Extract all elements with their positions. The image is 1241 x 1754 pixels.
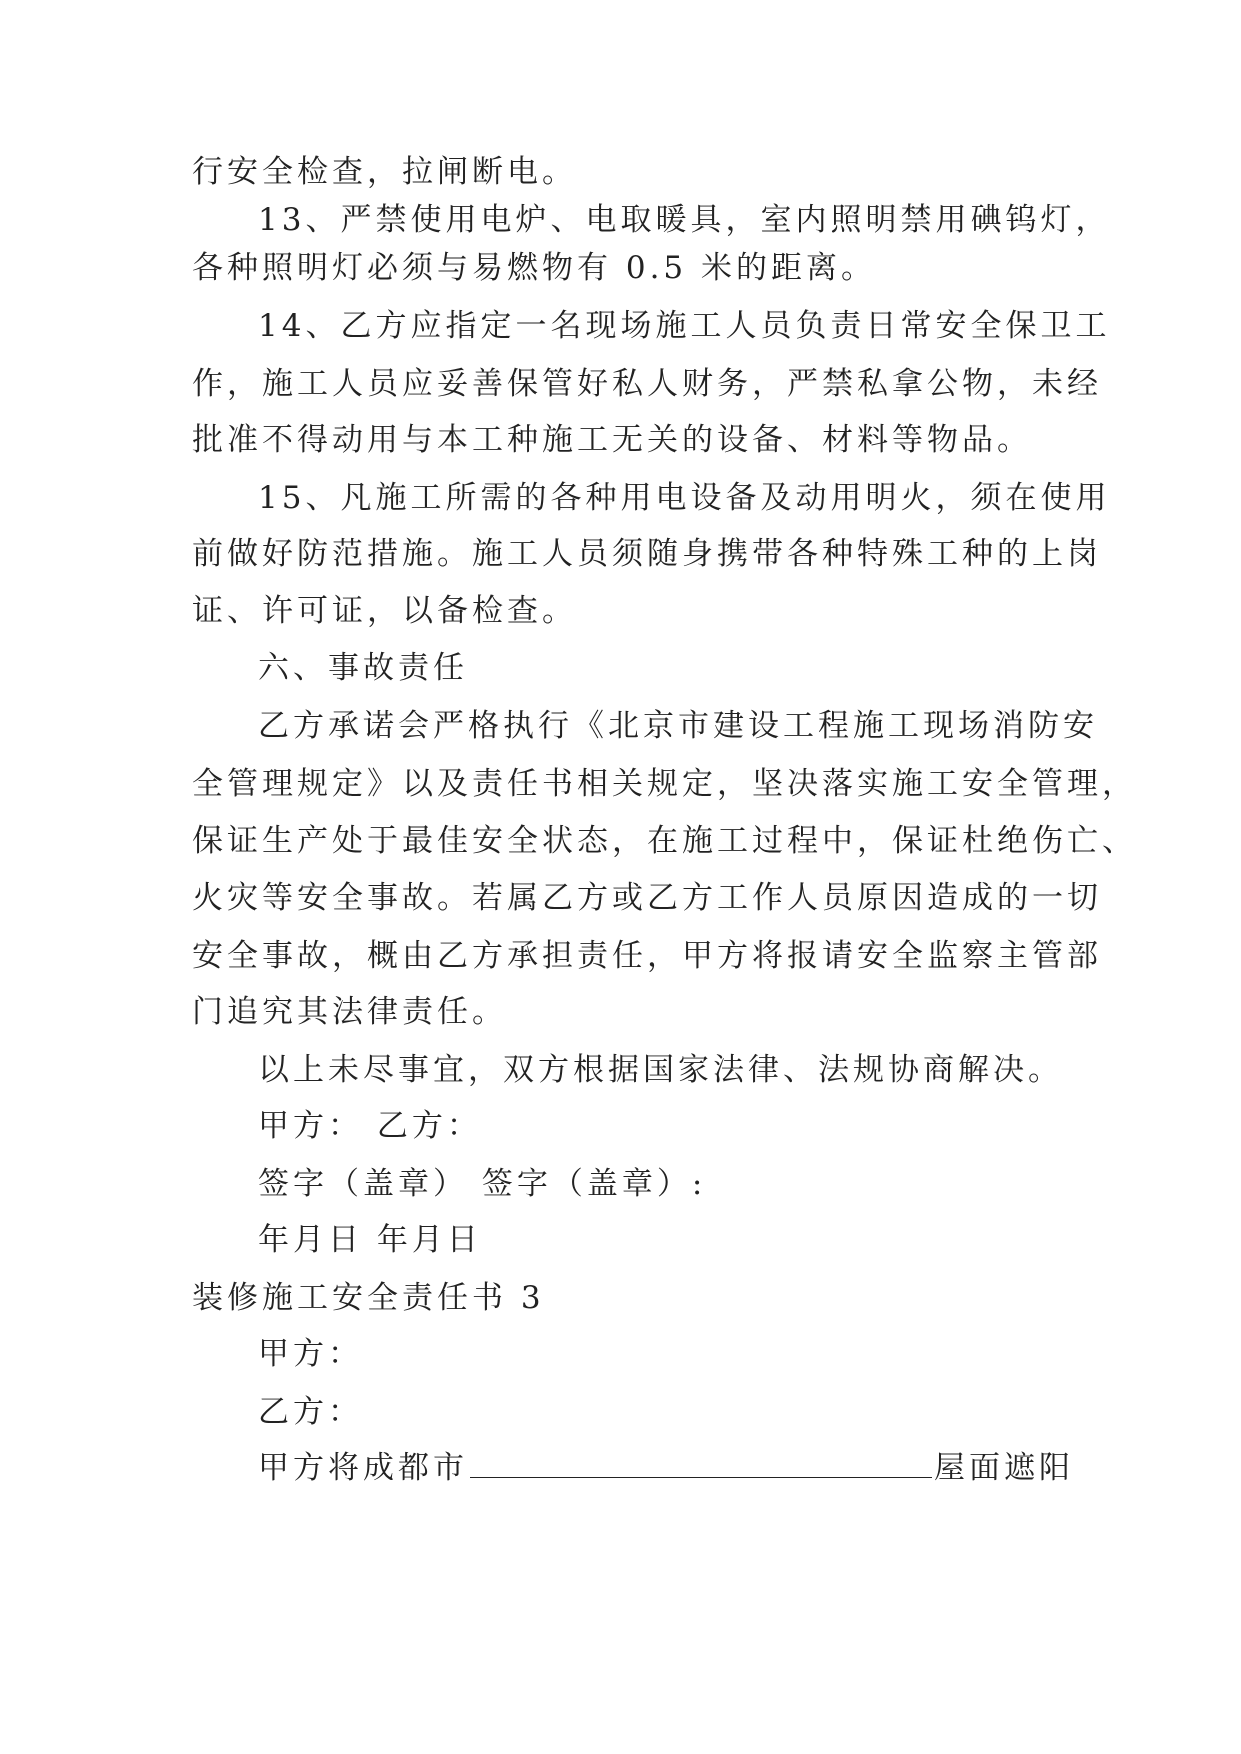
text-before-blank: 甲方将成都市 bbox=[258, 1450, 468, 1486]
text-line: 批准不得动用与本工种施工无关的设备、材料等物品。 bbox=[192, 422, 1032, 458]
text-line: 15、凡施工所需的各种用电设备及动用明火，须在使用 bbox=[258, 480, 1111, 516]
party-a: 甲方： bbox=[258, 1336, 363, 1372]
text-line: 各种照明灯必须与易燃物有 0.5 米的距离。 bbox=[192, 250, 877, 286]
section-heading: 六、事故责任 bbox=[258, 650, 468, 686]
signature-parties: 甲方： 乙方： bbox=[258, 1108, 482, 1144]
text-line: 保证生产处于最佳安全状态，在施工过程中，保证杜绝伤亡、 bbox=[192, 823, 1137, 859]
text-line: 作，施工人员应妥善保管好私人财务，严禁私拿公物，未经 bbox=[192, 366, 1102, 402]
text-line: 火灾等安全事故。若属乙方或乙方工作人员原因造成的一切 bbox=[192, 880, 1102, 916]
signature-date: 年月日 年月日 bbox=[258, 1222, 482, 1258]
text-line: 行安全检查，拉闸断电。 bbox=[192, 154, 577, 190]
text-line: 13、严禁使用电炉、电取暖具，室内照明禁用碘钨灯， bbox=[258, 202, 1111, 238]
text-line: 全管理规定》以及责任书相关规定，坚决落实施工安全管理， bbox=[192, 766, 1137, 802]
fill-in-blank bbox=[470, 1447, 932, 1478]
text-line: 证、许可证，以备检查。 bbox=[192, 593, 577, 629]
signature-seal: 签字（盖章） 签字（盖章）: bbox=[258, 1166, 707, 1202]
text-line: 乙方承诺会严格执行《北京市建设工程施工现场消防安 bbox=[258, 708, 1098, 744]
text-line: 以上未尽事宜，双方根据国家法律、法规协商解决。 bbox=[258, 1052, 1063, 1088]
text-line: 前做好防范措施。施工人员须随身携带各种特殊工种的上岗 bbox=[192, 536, 1102, 572]
party-b: 乙方： bbox=[258, 1394, 363, 1430]
text-line-with-blank bbox=[258, 1446, 1074, 1490]
text-line: 安全事故，概由乙方承担责任，甲方将报请安全监察主管部 bbox=[192, 938, 1102, 974]
text-line: 门追究其法律责任。 bbox=[192, 994, 507, 1030]
text-after-blank: 屋面遮阳 bbox=[934, 1450, 1074, 1486]
text-line: 14、乙方应指定一名现场施工人员负责日常安全保卫工 bbox=[258, 308, 1111, 344]
document-title: 装修施工安全责任书 3 bbox=[192, 1280, 545, 1316]
